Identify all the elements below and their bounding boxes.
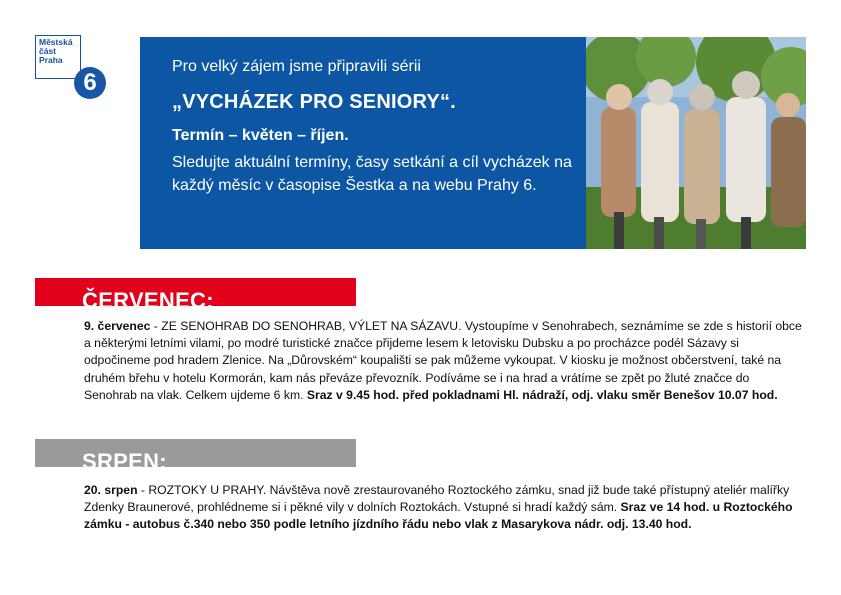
info-banner (140, 37, 586, 249)
section-heading: SRPEN: (82, 449, 167, 474)
photo-illustration (586, 37, 806, 249)
banner-title: „VYCHÁZEK PRO SENIORY“. (172, 91, 456, 113)
banner-intro: Pro velký zájem jsme připravili sérii (172, 58, 421, 75)
logo-number: 6 (74, 67, 106, 99)
section-heading: ČERVENEC: (82, 288, 214, 313)
trip-text: - ZE SENOHRAB DO SENOHRAB, VÝLET NA SÁZAVU. Vystoupíme v Senohrabech, seznámíme se zde s historií obce a některými letními vilami, po modré turistické značce přijdeme lesem k letovisku Dubsku a po procházce podél Sázavy si odpočineme pod hradem Zlenice. Na „Důrovském“ koupališti se pak můžeme vykoupat. V kiosku je možnost občerstvení, také na druhém břehu v hotelu Kormorán, kam nás převáze převozník. Podíváme se i na hrad a vrátíme se zpět po žluté značce do Senohrab na vlak. Celkem ujdeme 6 km. (84, 319, 802, 402)
banner-body: Sledujte aktuální termíny, časy setkání a cíl vycházek na každý měsíc v časopise Šestka a na webu Prahy 6. (172, 154, 572, 194)
trip-meeting: Sraz v 9.45 hod. před pokladnami Hl. nádraží, odj. vlaku směr Benešov 10.07 hod. (306, 387, 778, 402)
trip-text: - ROZTOKY U PRAHY. Návštěva nově zrestaurovaného Roztockého zámku, snad již bude také přístupný ateliér malířky Zdenky Braunerové, prohlédneme si i pěkné vily v dolních Roztokách. Vstupné si hradí každý sám. (84, 483, 790, 515)
section-heading-band-july (35, 278, 356, 313)
logo-text: Městská část Praha (39, 37, 73, 65)
trip-date: 9. červenec (84, 319, 151, 333)
august-trip-description (84, 482, 804, 534)
prague6-logo (35, 35, 107, 101)
seniors-walking-photo (586, 37, 806, 249)
trip-date: 20. srpen (84, 483, 138, 497)
logo-box (35, 35, 81, 79)
section-heading-band-august (35, 439, 356, 474)
banner-term: Termín – květen – říjen. (172, 127, 349, 144)
july-trip-description (84, 318, 804, 404)
trip-meeting: Sraz ve 14 hod. u Roztockého zámku - autobus č.340 nebo 350 podle letního jízdního řádu nebo vlak z Masarykova nádr. odj. 13.40 hod. (84, 500, 793, 532)
